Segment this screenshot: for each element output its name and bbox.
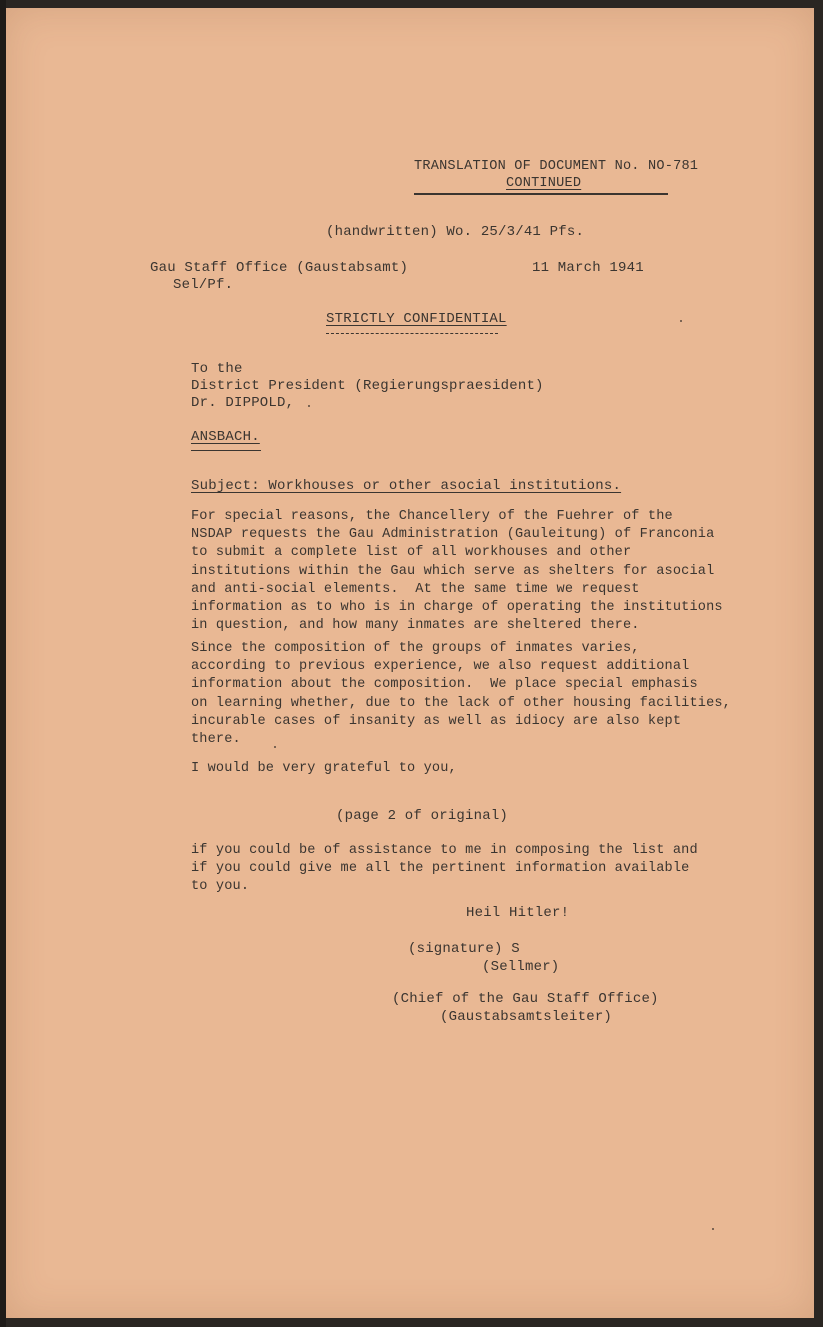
signatory-title-german: (Gaustabsamtsleiter) bbox=[440, 1009, 613, 1025]
body-paragraph-4: if you could be of assistance to me in composing the list and if you could give me all the pertinent information available to you. bbox=[191, 843, 698, 895]
signatory-title: (Chief of the Gau Staff Office) bbox=[392, 991, 659, 1007]
paper-speck bbox=[274, 746, 276, 748]
document-header-continued: CONTINUED bbox=[506, 176, 582, 191]
document-page bbox=[6, 8, 814, 1318]
body-paragraph-2: Since the composition of the groups of inmates varies, according to previous experience, we also request additional information about the composition. We place special emphasis on learning whether, due to the lack of other housing facilities, incurable cases of insanity as well as idiocy are also kept there. bbox=[191, 641, 731, 748]
recipient-line-1: To the bbox=[191, 361, 243, 377]
subject-line: Subject: Workhouses or other asocial institutions. bbox=[191, 478, 622, 494]
classification-rule bbox=[326, 333, 498, 334]
page-marker: (page 2 of original) bbox=[336, 808, 509, 824]
recipient-line-3: Dr. DIPPOLD, bbox=[191, 395, 295, 411]
sender-reference: Sel/Pf. bbox=[173, 277, 234, 293]
paper-speck bbox=[712, 1228, 714, 1230]
body-paragraph-3: I would be very grateful to you, bbox=[191, 761, 457, 776]
city-rule bbox=[191, 450, 261, 451]
paper-speck bbox=[308, 405, 310, 407]
body-paragraph-1: For special reasons, the Chancellery of the Fuehrer of the NSDAP requests the Gau Administration (Gauleitung) of Franconia to submit a complete list of all workhouses and other institutions within the Gau which serve as shelters for asocial and anti-social elements. At the same time we request information as to who is in charge of operating the institutions in question, and how many inmates are sheltered there. bbox=[191, 509, 723, 634]
paper-speck bbox=[680, 320, 682, 322]
recipient-line-2: District President (Regierungspraesident) bbox=[191, 378, 544, 394]
sender-office: Gau Staff Office (Gaustabsamt) bbox=[150, 260, 409, 276]
header-rule bbox=[414, 193, 668, 195]
closing-salutation: Heil Hitler! bbox=[466, 905, 570, 921]
signatory-name: (Sellmer) bbox=[482, 959, 560, 975]
document-header-title: TRANSLATION OF DOCUMENT No. NO-781 bbox=[414, 159, 699, 174]
signature-line: (signature) S bbox=[408, 941, 520, 957]
recipient-city: ANSBACH. bbox=[191, 429, 260, 445]
handwritten-reference: (handwritten) Wo. 25/3/41 Pfs. bbox=[326, 224, 585, 240]
letter-date: 11 March 1941 bbox=[532, 260, 644, 276]
classification-heading: STRICTLY CONFIDENTIAL bbox=[326, 311, 507, 327]
